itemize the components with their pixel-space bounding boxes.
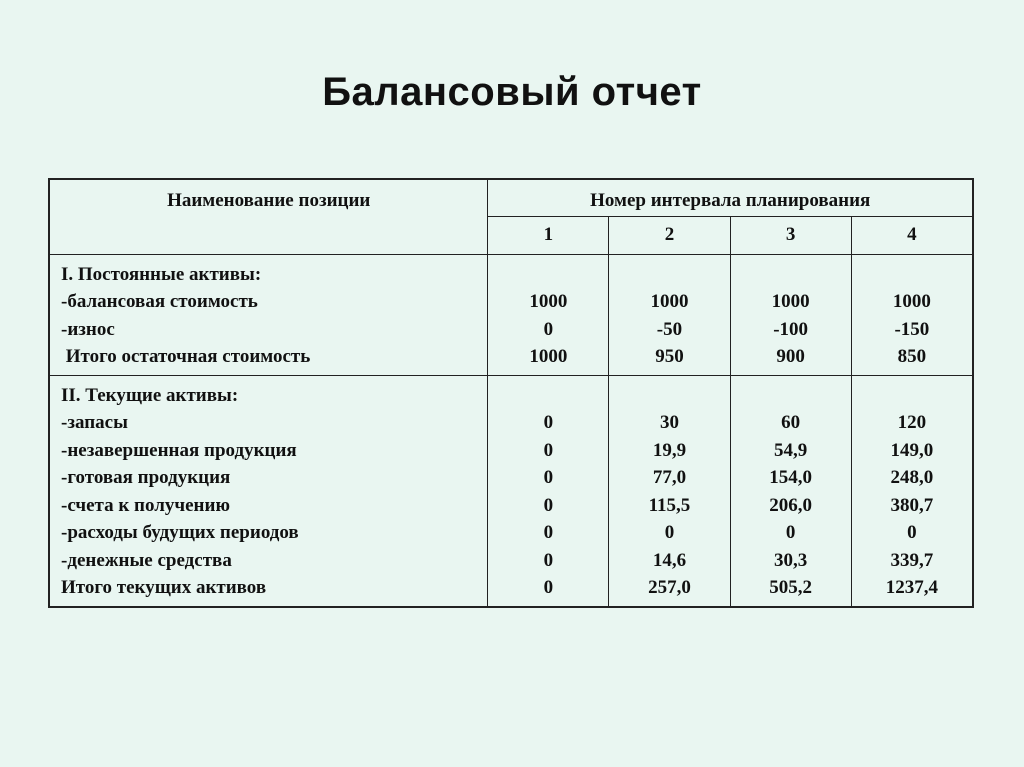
interval-group-header: Номер интервала планирования — [488, 179, 973, 216]
interval-3-values — [730, 375, 851, 607]
value-cell: 900 — [776, 346, 805, 367]
value-cell: 206,0 — [769, 494, 812, 516]
value-cell: 14,6 — [652, 549, 687, 571]
interval-2-values — [609, 254, 730, 375]
value-cell: 1000 — [529, 291, 568, 312]
value-cell: 339,7 — [890, 549, 934, 571]
interval-number-3: 3 — [730, 216, 851, 254]
value-cell: 1000 — [650, 291, 689, 312]
value-cell: 950 — [655, 346, 684, 367]
value-cell: 19,9 — [652, 439, 687, 461]
value-cell: 0 — [907, 522, 917, 543]
value-cell: 77,0 — [652, 467, 687, 488]
value-cell: 0 — [543, 577, 554, 598]
value-cell: 0 — [543, 522, 554, 543]
balance-table — [48, 178, 974, 608]
value-cell: 54,9 — [773, 439, 808, 461]
value-cell: -150 — [894, 318, 930, 340]
row-label: -счета к получению — [61, 494, 230, 516]
value-cell: 1000 — [771, 291, 810, 312]
value-cell: 1237,4 — [885, 577, 938, 598]
value-cell: 0 — [543, 439, 554, 461]
section-labels — [49, 375, 488, 607]
value-cell: 0 — [664, 522, 675, 543]
row-label: -износ — [61, 318, 115, 340]
value-cell: 1000 — [892, 291, 931, 312]
row-label: -запасы — [61, 412, 128, 433]
value-cell: 30,3 — [773, 549, 808, 571]
interval-number-4: 4 — [851, 216, 973, 254]
value-cell: 60 — [781, 412, 801, 433]
row-label: -денежные средства — [61, 549, 232, 571]
value-cell: 0 — [543, 549, 554, 571]
value-cell: 248,0 — [890, 467, 934, 488]
value-cell: 505,2 — [769, 577, 812, 598]
interval-number-2: 2 — [609, 216, 730, 254]
value-cell: 0 — [785, 522, 796, 543]
interval-number-1: 1 — [488, 216, 609, 254]
interval-4-values — [851, 375, 973, 607]
value-cell: 850 — [897, 346, 927, 367]
interval-1-values — [488, 254, 609, 375]
value-cell: 30 — [659, 412, 679, 433]
value-cell: 1000 — [529, 346, 568, 367]
value-cell: 380,7 — [890, 494, 934, 516]
value-cell: 0 — [543, 318, 554, 340]
value-cell: -100 — [773, 318, 809, 340]
section-labels — [49, 254, 488, 375]
section-current-assets — [49, 375, 973, 607]
row-label: -расходы будущих периодов — [61, 522, 299, 543]
value-cell: -50 — [656, 318, 683, 340]
section-heading: II. Текущие активы: — [61, 384, 239, 406]
row-label: -незавершенная продукция — [61, 439, 297, 461]
header-row — [49, 179, 973, 216]
name-column-header: Наименование позиции — [49, 179, 488, 254]
interval-1-values — [488, 375, 609, 607]
interval-2-values — [609, 375, 730, 607]
interval-4-values — [851, 254, 973, 375]
value-cell: 154,0 — [769, 467, 812, 488]
row-label: -готовая продукция — [61, 467, 231, 488]
value-cell: 115,5 — [648, 494, 691, 516]
section-fixed-assets — [49, 254, 973, 375]
row-label: Итого текущих активов — [61, 577, 267, 598]
value-cell: 149,0 — [890, 439, 934, 461]
value-cell: 0 — [543, 412, 554, 433]
section-heading: I. Постоянные активы: — [61, 263, 262, 285]
value-cell: 257,0 — [648, 577, 691, 598]
value-cell: 0 — [543, 467, 554, 488]
value-cell: 120 — [897, 412, 927, 433]
page-title: Балансовый отчет — [322, 70, 702, 114]
value-cell: 0 — [543, 494, 554, 516]
interval-3-values — [730, 254, 851, 375]
row-label: -балансовая стоимость — [61, 291, 258, 312]
row-label: Итого остаточная стоимость — [61, 346, 311, 367]
